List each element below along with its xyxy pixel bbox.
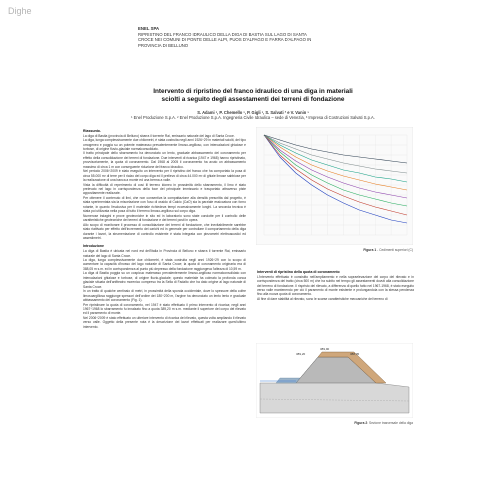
project-description-line: PROVINCIA DI BELLUNO	[138, 42, 189, 48]
author-block	[88, 110, 418, 121]
paragraph: La diga di Bastia (provincia di Belluno) sbarra il torrente Rai, emissario naturale del lago di Santa Croce.	[83, 133, 235, 138]
figure-1-label: Figura 1	[363, 248, 377, 252]
project-description-line: RIPRISTINO DEL FRANCO IDRAULICO DELLA DIGA DI BASTIA SUL LAGO DI SANTA	[138, 31, 307, 37]
paragraph: La diga, lunga complessivamente due chilometri, è stata costruita negli anni 1926÷29 con lo scopo di aumentare la capacità d'invaso del lago naturale di Santa Croce; la quota di coronamento originaria era di 388,05 m s.m. ed in corrispondenza al punto più depresso della fondazione raggiungeva l'altezza di 10,59 m.	[83, 257, 246, 271]
settlement-chart	[256, 127, 413, 245]
paragraph: Nel 2006÷2009 è stato effettuato un ulteriore intervento di ricarica del rilevato, questa volta ampliando il rilevato verso valle. Oggetto della presente nota è la descrizione dei lavori effettuati per realizzare quest'ultimo intervento.	[83, 315, 246, 329]
paragraph: La diga, lunga complessivamente due chilometri, è stata costruita negli anni 1926÷29 in materiali sciolti, del tipo omogeneo e poggia su un potente materasso prevalentemente limoso-argilloso, con intercalazioni ghiaiose e torbose, di origine fluvio-glaciale normalconsolidato.	[83, 138, 246, 151]
figure-1-caption	[363, 248, 413, 252]
elevation-label: 388,05	[350, 352, 360, 356]
project-header	[138, 26, 438, 48]
figure-1	[256, 127, 413, 253]
article-title	[88, 88, 418, 104]
paragraph: Vista la difficoltà di reperimento di così ill terreno idoneo in prossimità dello sbarramento, il limo è stato prelevato nel lago in corrispondenza della foce del principale immissario e trasportato attraverso piste appositamente realizzate.	[83, 182, 246, 196]
figure-2-label: Figura 2	[354, 421, 368, 425]
article-title-line: Intervento di ripristino del franco idraulico di una diga in materiali	[153, 88, 353, 95]
paragraph: L'intervento effettuato è consistito nell'ampliamento e nella sopraelevazione del corpo del rilevato e in corrispondenza del tratto (circa 500 m) che ha subito nel tempo gli assestamenti dovuti alla consolidazione del terreno di fondazione. Il rispristo del rilevato, a differenza di quello fatto nel 1967-1968, è stato eseguito verso valle mantenendo per ciò il paramento di monte esistente e prolungandola con la stessa pendenza fino alla nuova quota di coronamento.	[257, 274, 414, 297]
elevation-label: 389,20	[296, 352, 306, 356]
left-text-column	[83, 129, 246, 329]
right-text-column	[257, 270, 414, 301]
section-heading: Introduzione	[83, 244, 104, 249]
section-heading: Riassunto.	[83, 129, 101, 133]
organization-name: ENEL SPA	[138, 26, 160, 31]
dam-cross-section	[256, 343, 413, 418]
section-heading: Interventi di ripristino della quota di coronamento	[257, 270, 340, 274]
paragraph: Per ripristinare la quota di coronamento, nel 1947 è stato effettuato il primo intervento di ricarica; negli anni 1967÷1968 lo sbarramento fu innalzato fino a quota 389,20 m s.m. mediante il superiore del corpo del rilevato ed il pararmento di monte.	[83, 302, 246, 316]
paragraph: Il tratto principale dello sbarramento ha denunciato un lento, graduale abbassamento del coronamento per effetto della consolidazione dei terreni di fondazione. Due interventi di ricarica (1947 e 1968) hanno ripristinato, provvisoriamente, la quota di coronamento. Dal 1968 al 2005 il coronamento ha avuto un abbassamento massimo di circa 1 m con conseguente riduzione del franco idraulico.	[83, 151, 246, 169]
author-affiliations: ¹ Enel Produzione S.p.A. ² Enel Produzione S.p.A. Ingegneria Civile Idraulica – sede di Venezia, ³ Impresa di Costruzioni Salvati S.p.A.	[131, 115, 375, 121]
project-description-line: CROCE NEI COMUNI DI PONTE DELLE ALPI, PUOS D'ALPAGO E FARRA D'ALPAGO IN	[138, 37, 312, 43]
paragraph: Allo scopo di monitorare il processo di consolidazione dei terreni di fondazione, che inevitabilmente sarebbe stato riattivato per effetto dell'incremento dei carichi ed in generale per controllare il comportamento della diga durante i lavori, la strumentazione di controllo esistente è stata integrata con piezometri elettroacustici ed assestimetri.	[83, 222, 246, 241]
paragraph: Per ottenere il contenuto di limi, che non consentiva la compattazione alla densità prescritta dal progetto, è stata sperimentata sia la miscelazione con l'uso di ossido di Calcio (CaO) sia la parziale essiccatura con forno rotante, in quanto l'esclusiva per il materiale richiedeva tempi eccessivamente lunghi. La seconda tecnica è stata poi utilizzata nella posa di tutto il terreno limoso-argilloso sul corpo diga.	[83, 195, 246, 214]
paragraph: Al fine di dare stabilità al rilevato, sono le scarse caratteristiche meccaniche del terreno di	[257, 296, 388, 301]
figure-1-caption-text: - Cedimenti superiori (C)	[377, 248, 413, 252]
figure-2-caption-text: Sezione trasversale della diga	[369, 421, 413, 425]
paragraph: La diga di Bastia è ubicata nel nord est dell'Italia in Provincia di Belluno e sbarra il torrente Rai, emissario naturale del lago di Santa Croce.	[83, 249, 246, 258]
elevation-label: 389,90	[320, 347, 330, 351]
paragraph: Nel periodo 2006÷2009 è stato eseguito un intervento per il ripristino del franco che ha comportato la posa di circa 55.000 m³ di terre per il rialzo del corpo diga ed il prelievo di circa 44.000 m³ di ghiaie limose sabbiose per la realizzazione di una banca a monte ed una berma a valle.	[83, 169, 246, 183]
author-names: S. Adami ¹, P. Chemello ¹, P. Gigli ¹, S. Salvati ² e V. Vanin ³	[197, 110, 309, 115]
figure-2	[256, 343, 413, 428]
paragraph: In un tratto di qualche centinaio di metri, in prossimità della sponda occidentale, dove lo spessore della coltre limosoargillosa raggiunge spessori dell'ordine dei 180÷200 m, l'argine ha denunciato un lento lento e graduale abbassamento del coronamento (Fig. 1).	[83, 289, 246, 303]
section-label: Dighe	[8, 6, 32, 16]
article-title-line: sciolti a seguito degli assestamenti dei terreni di fondazione	[161, 96, 345, 103]
figure-2-caption: Figura 2: Sezione trasversale della diga	[354, 421, 413, 425]
paragraph: La diga di Bastia poggia su un cospicuo materasso prevalentemente limoso-argilloso normalconsolidato con intercalazioni ghiaiose e torbose, di origine fluvio-glaciale; questo materiale ha colmato la profonda conca glaciale situata dell'anfiteatro morenico compreso tra la Sella di Fadalto che ha dato origine al lago naturale di Santa Croce.	[83, 271, 246, 289]
upstream-berm	[276, 378, 300, 383]
paragraph: Numerose indagini e prove geotecniche in sito ed in laboratorio sono state condotte per il controllo delle caratteristiche geotecniche dei terreni di fondazione e dei terreni posti in opera.	[83, 213, 246, 223]
